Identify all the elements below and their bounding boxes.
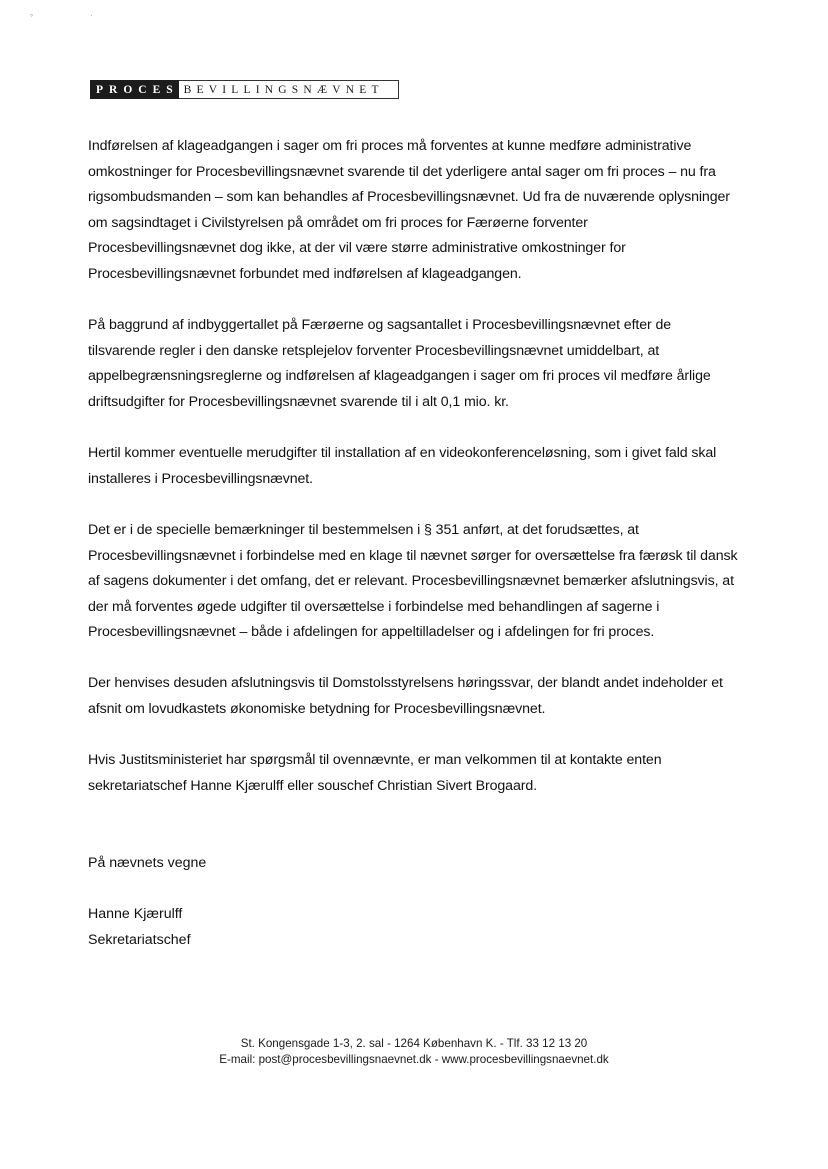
letter-body (88, 134, 738, 825)
paragraph-costs-complaints: Indførelsen af klageadgangen i sager om fri proces må forventes at kunne medføre administrative omkostninger for Procesbevillingsnævnet svarende til det yderligere antal sager om fri proces – nu fra rigsombudsmanden – som kan behandles af Procesbevillingsnævnet. Ud fra de nuværende oplysninger om sagsindtaget i Civilstyrelsen på området om fri proces for Færøerne forventer Procesbevillingsnævnet dog ikke, at der vil være større administrative omkostninger for Procesbevillingsnævnet forbundet med indførelsen af klageadgangen. (88, 138, 730, 282)
footer-address (0, 1036, 828, 1068)
signature-closing: På nævnets vegne (88, 855, 207, 871)
signature-block (88, 851, 206, 953)
signature-title: Sekretariatschef (88, 931, 191, 948)
letterhead-bevillingsnaevnet: BEVILLINGSNÆVNET (179, 80, 399, 99)
paragraph-videoconference: Hertil kommer eventuelle merudgifter til installation af en videokonferenceløsning, som i givet fald skal installeres i Procesbevillingsnævnet. (88, 445, 717, 487)
scan-speck: ° (30, 13, 34, 22)
paragraph-contact: Hvis Justitsministeriet har spørgsmål til ovennævnte, er man velkommen til at kontakte enten sekretariatschef Hanne Kjærulff eller souschef Christian Sivert Brogaard. (88, 752, 662, 794)
footer-address-line: St. Kongensgade 1-3, 2. sal - 1264 København K. - Tlf. 33 12 13 20 (240, 1037, 588, 1050)
paragraph-translation: Det er i de specielle bemærkninger til bestemmelsen i § 351 anført, at det forudsættes, at Procesbevillingsnævnet i forbindelse med en klage til nævnet sørger for oversættelse fra færøsk til dansk af sagens dokumenter i det omfang, det er relevant. Procesbevillingsnævnet bemærker afslutningsvis, at der må forventes øgede udgifter til oversættelse i forbindelse med behandlingen af sagerne i Procesbevillingsnævnet – både i afdelingen for appeltilladelser og i afdelingen for fri proces. (88, 521, 738, 641)
paragraph-operating-expenses: På baggrund af indbyggertallet på Færøerne og sagsantallet i Procesbevillingsnævnet efter de tilsvarende regler i den danske retsplejelov forventer Procesbevillingsnævnet umiddelbart, at appelbegrænsningsreglerne og indførelsen af klageadgangen i sager om fri proces vil medføre årlige driftsudgifter for Procesbevillingsnævnet svarende til i alt 0,1 mio. kr. (88, 317, 711, 410)
paragraph-reference: Der henvises desuden afslutningsvis til Domstolsstyrelsens høringssvar, der blandt andet indeholder et afsnit om lovudkastets økonomiske betydning for Procesbevillingsnævnet. (88, 675, 723, 718)
footer-contact-line: E-mail: post@procesbevillingsnaevnet.dk - www.procesbevillingsnaevnet.dk (219, 1053, 609, 1066)
letterhead-proces: PROCES (90, 80, 179, 99)
signature-name: Hanne Kjærulff (88, 906, 183, 923)
letterhead-logo (90, 80, 399, 99)
scan-speck: · (90, 11, 93, 20)
